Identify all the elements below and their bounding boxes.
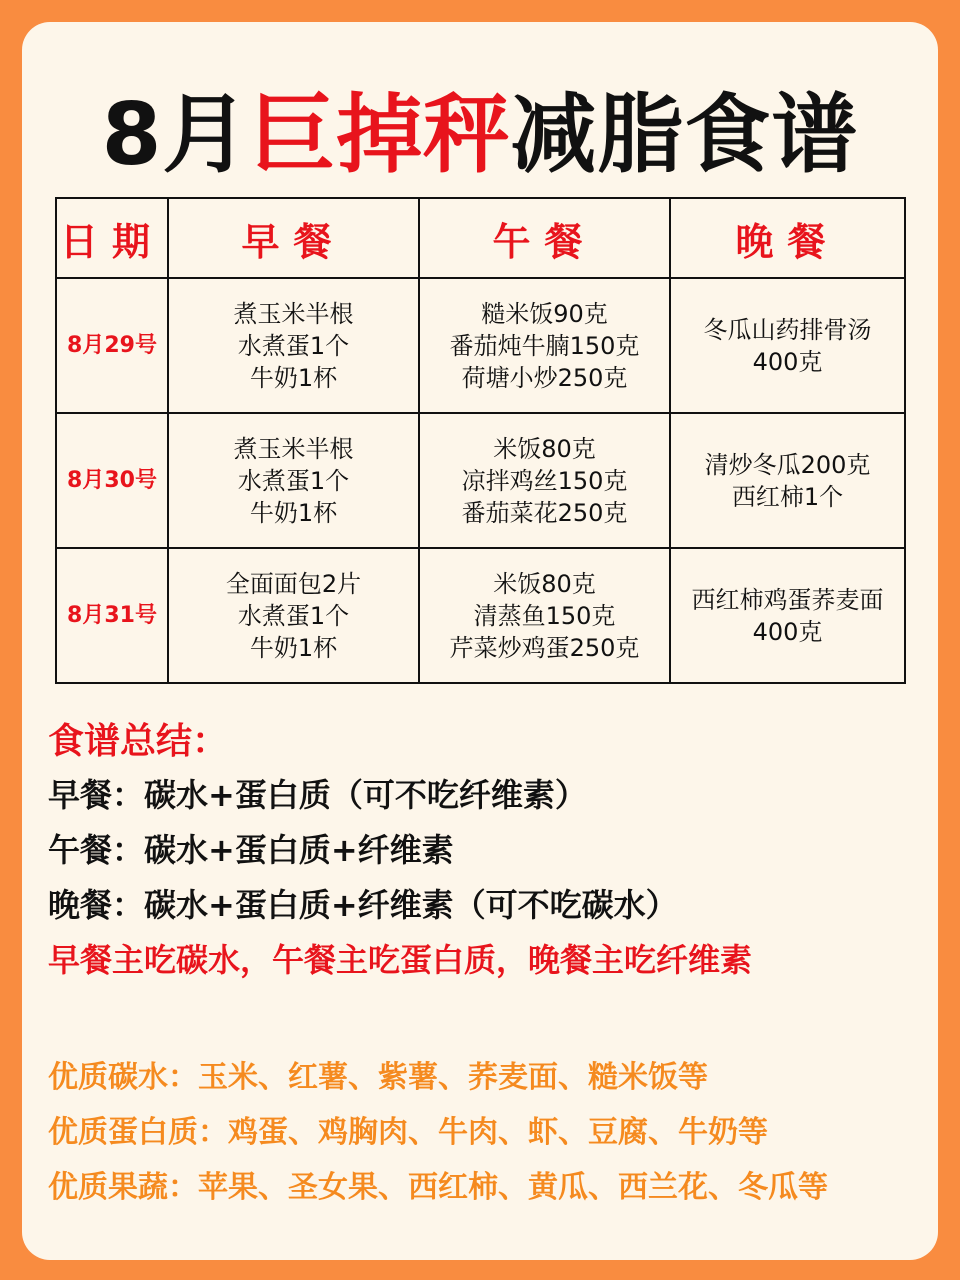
meal-item: 牛奶1杯 — [249, 633, 338, 662]
title-highlight: 巨掉秤 — [249, 85, 511, 185]
row-breakfast — [168, 413, 419, 548]
meal-item: 全面面包2片 — [225, 569, 362, 598]
quality-carbs: 优质碳水：玉米、红薯、紫薯、荞麦面、糙米饭等 — [48, 1060, 708, 1095]
meal-item: 番茄菜花250克 — [461, 498, 628, 527]
row-lunch — [419, 278, 670, 413]
meal-item: 煮玉米半根 — [233, 434, 354, 463]
row-breakfast — [168, 548, 419, 683]
meal-item: 水煮蛋1个 — [237, 331, 350, 360]
summary-line: 午餐：碳水+蛋白质+纤维素 — [48, 831, 454, 869]
header-dinner: 晚餐 — [670, 198, 905, 278]
row-date: 8月30号 — [56, 413, 168, 548]
row-dinner — [670, 278, 905, 413]
meal-item: 400克 — [752, 617, 823, 646]
meal-item: 芹菜炒鸡蛋250克 — [449, 633, 640, 662]
table-row — [56, 413, 905, 548]
row-date: 8月31号 — [56, 548, 168, 683]
meal-item: 西红柿鸡蛋荞麦面 — [691, 585, 884, 614]
meal-item: 煮玉米半根 — [233, 299, 354, 328]
quality-food-list — [48, 1050, 938, 1215]
summary-line: 早餐：碳水+蛋白质（可不吃纤维素） — [48, 776, 587, 814]
meal-item: 米饭80克 — [493, 434, 596, 463]
row-dinner — [670, 413, 905, 548]
table-header-row — [56, 198, 905, 278]
meal-item: 水煮蛋1个 — [237, 466, 350, 495]
meal-table — [55, 197, 906, 684]
row-lunch — [419, 548, 670, 683]
page-title — [22, 80, 938, 190]
row-breakfast — [168, 278, 419, 413]
meal-item: 西红柿1个 — [731, 482, 844, 511]
table-row — [56, 548, 905, 683]
title-suffix: 减脂食谱 — [510, 85, 859, 185]
meal-item: 番茄炖牛腩150克 — [449, 331, 640, 360]
meal-item: 400克 — [752, 347, 823, 376]
summary-line: 晚餐：碳水+蛋白质+纤维素（可不吃碳水） — [48, 886, 678, 924]
summary-title: 食谱总结： — [48, 721, 229, 762]
meal-item: 荷塘小炒250克 — [461, 363, 628, 392]
meal-item: 牛奶1杯 — [249, 498, 338, 527]
meal-item: 冬瓜山药排骨汤 — [703, 315, 872, 344]
meal-item: 凉拌鸡丝150克 — [461, 466, 628, 495]
quality-protein: 优质蛋白质：鸡蛋、鸡胸肉、牛肉、虾、豆腐、牛奶等 — [48, 1115, 768, 1150]
meal-item: 清炒冬瓜200克 — [704, 450, 871, 479]
header-date: 日期 — [56, 198, 168, 278]
meal-item: 清蒸鱼150克 — [473, 601, 616, 630]
header-lunch: 午餐 — [419, 198, 670, 278]
row-dinner — [670, 548, 905, 683]
meal-item: 水煮蛋1个 — [237, 601, 350, 630]
row-lunch — [419, 413, 670, 548]
row-date: 8月29号 — [56, 278, 168, 413]
recipe-card — [22, 22, 938, 1260]
recipe-summary — [48, 716, 928, 988]
header-breakfast: 早餐 — [168, 198, 419, 278]
table-row — [56, 278, 905, 413]
summary-note: 早餐主吃碳水，午餐主吃蛋白质，晚餐主吃纤维素 — [48, 941, 753, 979]
meal-item: 糙米饭90克 — [481, 299, 608, 328]
quality-produce: 优质果蔬：苹果、圣女果、西红柿、黄瓜、西兰花、冬瓜等 — [48, 1170, 828, 1205]
meal-item: 米饭80克 — [493, 569, 596, 598]
meal-item: 牛奶1杯 — [249, 363, 338, 392]
title-prefix: 8月 — [101, 85, 250, 185]
